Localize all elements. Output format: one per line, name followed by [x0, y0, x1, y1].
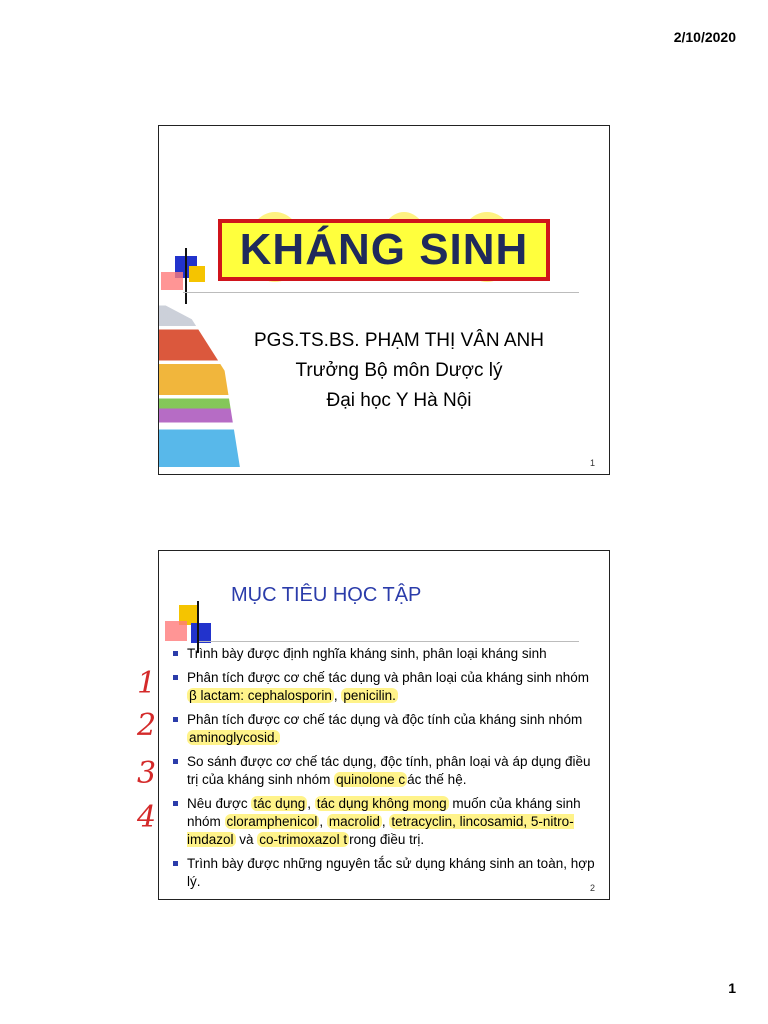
highlighted-text: quinolone c	[336, 772, 406, 787]
highlighted-text: β lactam: cephalosporin	[189, 688, 332, 703]
divider	[183, 292, 579, 293]
highlighted-text: macrolid	[328, 814, 380, 829]
highlighted-text: cloramphenicol	[226, 814, 318, 829]
slide-title: KHÁNG SINH	[239, 225, 529, 274]
slide-number: 2	[589, 883, 595, 893]
objective-item	[169, 669, 599, 705]
author-block	[199, 326, 599, 416]
objective-text: ,	[307, 796, 315, 811]
highlighted-text: co-trimoxazol t	[259, 832, 348, 847]
objective-text: Trình bày được những nguyên tắc sử dụng kháng sinh an toàn, hợp lý.	[187, 856, 595, 889]
highlighted-text: tác dụng	[253, 796, 306, 811]
objective-text: Trình bày được định nghĩa kháng sinh, phân loại kháng sinh	[187, 646, 547, 661]
objective-text: ,	[381, 814, 390, 829]
objective-item	[169, 711, 599, 747]
objective-text: ,	[319, 814, 327, 829]
handwritten-number: 1	[137, 666, 157, 701]
objective-text: rong điều trị.	[349, 832, 425, 847]
highlighted-text: penicilin.	[343, 688, 396, 703]
handwritten-number: 4	[137, 800, 157, 835]
objective-text: ác thế hệ.	[407, 772, 467, 787]
objective-text: muốn của kháng sinh nhóm	[187, 796, 581, 829]
page-number: 1	[728, 980, 736, 996]
highlighted-text: tetracyclin, lincosamid, 5-nitro-imdazol	[187, 814, 574, 847]
author-position: Trưởng Bộ môn Dược lý	[295, 360, 503, 381]
objective-text: và	[235, 832, 258, 847]
objective-text: Nêu được	[187, 796, 252, 811]
document-date: 2/10/2020	[673, 29, 736, 45]
slide-heading: MỤC TIÊU HỌC TẬP	[231, 584, 422, 606]
objective-item	[169, 795, 599, 849]
objective-text: ,	[333, 688, 342, 703]
objective-text: Phân tích được cơ chế tác dụng và phân loại của kháng sinh nhóm	[187, 670, 589, 685]
objective-item	[169, 753, 599, 789]
slide-title-box	[218, 219, 550, 281]
author-name: PGS.TS.BS. PHẠM THỊ VÂN ANH	[254, 330, 544, 351]
highlighted-text: tác dụng không mong	[316, 796, 447, 811]
highlighted-text: aminoglycosid.	[189, 730, 279, 745]
objective-text: Phân tích được cơ chế tác dụng và độc tính của kháng sinh nhóm	[187, 712, 583, 727]
objective-item	[169, 645, 599, 663]
objective-text: So sánh được cơ chế tác dụng, độc tính, phân loại và áp dụng điều trị của kháng sinh nhóm	[187, 754, 591, 787]
objectives-list	[169, 645, 599, 897]
slide-1	[158, 125, 610, 475]
slide-number: 1	[589, 458, 595, 468]
author-institution: Đại học Y Hà Nội	[326, 390, 472, 411]
handwritten-number: 3	[137, 756, 157, 791]
slide-2	[158, 550, 610, 900]
handwritten-number: 2	[137, 708, 157, 743]
objective-item	[169, 855, 599, 891]
divider	[199, 641, 579, 642]
